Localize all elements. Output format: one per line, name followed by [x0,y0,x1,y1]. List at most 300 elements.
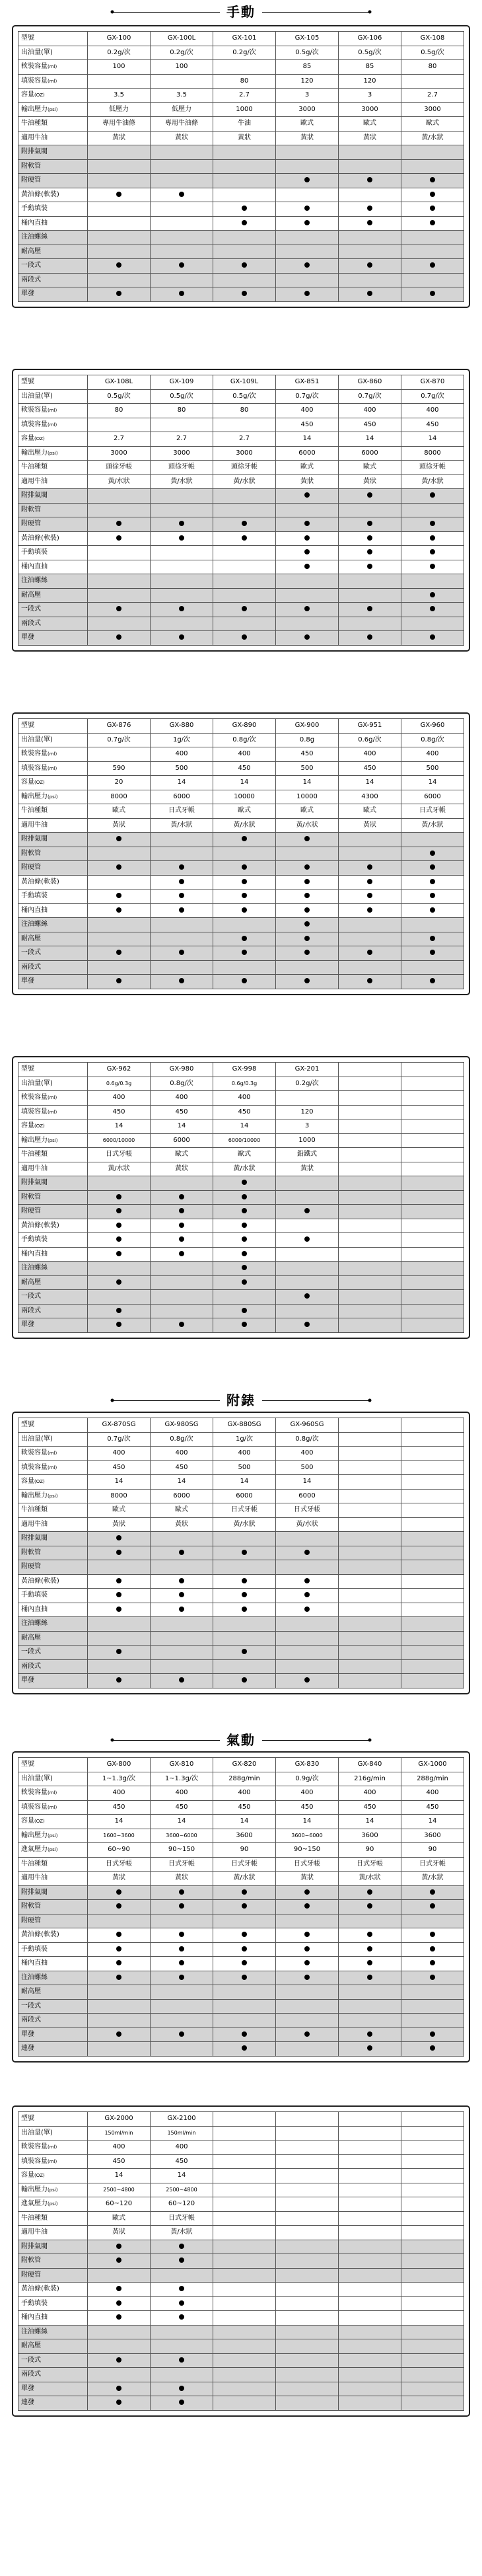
feature-dot-icon [242,1975,247,1980]
table-cell [339,1646,401,1660]
table-cell [213,89,276,103]
feature-dot-icon [242,606,247,611]
row-unit-text: (ml) [48,78,57,84]
row-label-text: 桶內直抽 [21,1605,48,1613]
table-row [18,46,464,60]
feature-dot-icon [179,2286,184,2291]
cell-value: 500 [238,1463,251,1471]
table-row [18,1176,464,1191]
table-cell [151,2211,213,2226]
table-cell [276,418,339,432]
row-label-text: 出油量(單) [21,1774,53,1782]
cell-value: 120 [363,77,376,85]
cell-value: 14 [365,778,374,786]
feature-dot-icon [430,177,435,182]
table-cell [401,1574,464,1589]
row-label [18,719,88,734]
table-cell [151,1190,213,1205]
table-cell [401,202,464,217]
table-cell [276,1900,339,1914]
table-cell [276,747,339,762]
feature-dot-icon [116,907,121,913]
row-label [18,46,88,60]
cell-value: 450 [238,1108,251,1116]
cell-value: 450 [175,1463,188,1471]
table-cell [213,461,276,475]
feature-dot-icon [242,1308,247,1313]
table-cell [151,960,213,975]
cell-value: 90 [240,1846,249,1854]
table-cell [88,404,151,418]
row-unit-text: (ml) [48,1790,57,1796]
table-cell [276,1275,339,1290]
cell-value: GX-851 [294,378,320,386]
table-cell [213,1432,276,1447]
table-cell [151,603,213,617]
table-cell [88,1829,151,1843]
table-cell [151,1176,213,1191]
table-cell [151,375,213,390]
row-label-text: 出油量(單) [21,736,53,743]
row-label [18,74,88,89]
feature-dot-icon [304,936,310,941]
feature-dot-icon [116,1322,121,1327]
table-cell [401,1971,464,1985]
row-label-text: 軟裝容量 [21,406,48,414]
table-cell [151,1063,213,1077]
table-cell [213,159,276,174]
table-cell [276,2325,339,2339]
cell-value: 歐式 [112,2214,125,2222]
table-cell [88,1532,151,1546]
cell-value: 3000 [361,105,378,113]
feature-dot-icon [304,535,310,541]
feature-dot-icon [304,206,310,211]
feature-dot-icon [430,206,435,211]
row-label [18,2268,88,2283]
table-cell [276,1247,339,1262]
cell-value: 日式牙帳 [231,1506,258,1514]
row-label [18,531,88,546]
table-cell [276,1190,339,1205]
cell-value: 專用牛油條 [165,120,198,128]
cell-value: 500 [300,1463,314,1471]
row-label-text: 黃油條(軟裝) [21,190,59,198]
table-cell [339,60,401,75]
table-cell [339,747,401,762]
table-cell [276,131,339,145]
cell-value: GX-960SG [290,1421,324,1429]
table-cell [339,503,401,517]
table-cell [276,89,339,103]
spec-table [18,1062,464,1333]
feature-dot-icon [242,1265,247,1270]
table-cell [339,489,401,504]
cell-value: 14 [428,1817,437,1825]
table-row [18,847,464,861]
cell-value: 0.5g/次 [295,48,319,56]
table-cell [276,1985,339,2000]
table-cell [276,890,339,904]
table-cell [401,1885,464,1900]
cell-value: 400 [363,750,376,758]
table-cell [213,531,276,546]
feature-dot-icon [242,893,247,898]
table-cell [151,1786,213,1801]
table-cell [213,446,276,461]
row-label [18,747,88,762]
row-label-text: 輸出壓力 [21,1492,48,1499]
table-cell [213,776,276,790]
row-unit-text: (psi) [48,450,58,456]
table-cell [401,804,464,819]
table-row [18,631,464,646]
feature-dot-icon [367,549,372,554]
table-cell [339,287,401,302]
table-cell [339,1589,401,1603]
table-cell [88,2014,151,2028]
table-cell [276,1262,339,1276]
table-cell [276,231,339,245]
table-cell [401,1148,464,1162]
row-label [18,1942,88,1957]
table-cell [276,603,339,617]
table-cell [213,1942,276,1957]
row-label-text: 手動填裝 [21,1591,48,1599]
table-cell [276,903,339,918]
feature-dot-icon [116,1535,121,1540]
cell-value: 鉛鐵式 [297,1151,317,1158]
table-cell [88,1857,151,1872]
cell-value: 3.5 [114,91,124,99]
table-cell [213,1985,276,2000]
feature-dot-icon [116,1208,121,1213]
row-label-text: 附軟管 [21,506,41,513]
row-label-text: 注油螺絲 [21,577,48,585]
row-label-text: 兩段式 [21,963,41,971]
table-cell [276,1077,339,1091]
cell-value: 2.7 [176,435,187,443]
table-cell [401,733,464,747]
table-cell [401,2140,464,2155]
table-cell [88,1659,151,1674]
row-label-text: 一段式 [21,1293,41,1301]
cell-value: GX-2100 [167,2115,196,2123]
table-cell [151,145,213,160]
table-cell [339,2112,401,2127]
cell-value: GX-960 [420,722,445,730]
cell-value: 黃狀 [300,133,314,141]
row-label [18,432,88,447]
row-label [18,2183,88,2197]
table-cell [401,474,464,489]
table-cell [88,2296,151,2311]
table-cell [213,1148,276,1162]
feature-dot-icon [116,262,121,268]
table-cell [151,446,213,461]
feature-dot-icon [304,1322,310,1327]
cell-value: 3 [304,1122,310,1130]
table-cell [339,1275,401,1290]
table-cell [339,1460,401,1475]
table-cell [151,2396,213,2411]
row-label-text: 單發 [21,2384,34,2392]
cell-value: 400 [426,750,439,758]
cell-value: 0.8g/次 [170,1435,193,1443]
cell-value: 450 [426,420,439,428]
table-cell [151,719,213,734]
table-cell [339,2368,401,2382]
feature-dot-icon [430,2045,435,2051]
cell-value: 14 [365,1817,374,1825]
row-label [18,1829,88,1843]
table-cell [401,216,464,231]
row-label [18,1758,88,1772]
table-cell [88,1646,151,1660]
cell-value: 80 [177,406,186,414]
feature-dot-icon [116,521,121,526]
table-row [18,1219,464,1233]
table-cell [276,1233,339,1248]
feature-dot-icon [116,1578,121,1583]
cell-value: 3000 [110,449,127,457]
cell-value: 100 [175,63,188,71]
table-cell [401,1999,464,2014]
spec-table-block [12,712,470,995]
table-cell [151,588,213,603]
cell-value: 3600 [361,1831,378,1839]
table-cell [339,474,401,489]
row-label [18,1985,88,2000]
row-label-text: 容量 [21,1817,34,1825]
table-cell [88,818,151,833]
cell-value: 0.2g/次 [232,48,256,56]
table-cell [401,1205,464,1219]
table-cell [88,216,151,231]
feature-dot-icon [242,936,247,941]
row-label [18,389,88,404]
row-label-text: 容量 [21,1478,34,1486]
table-cell [276,1942,339,1957]
cell-value: 400 [426,1789,439,1797]
cell-value: 0.6g/0.3g [231,1080,258,1086]
table-row [18,1133,464,1148]
table-cell [339,1758,401,1772]
table-cell [213,1290,276,1305]
feature-dot-icon [367,206,372,211]
cell-value: 14 [240,778,249,786]
row-label-text: 單發 [21,977,34,985]
feature-dot-icon [242,206,247,211]
row-label-text: 填裝容量 [21,77,48,85]
spec-table-block [12,369,470,652]
table-cell [213,2112,276,2127]
cell-value: GX-870SG [102,1421,136,1429]
table-cell [401,2197,464,2212]
table-cell [401,1829,464,1843]
row-unit-text: (psi) [48,2187,58,2193]
row-label-text: 牛油種類 [21,120,48,128]
row-label [18,446,88,461]
cell-value: 6000 [173,792,190,800]
table-cell [276,861,339,876]
table-cell [88,1105,151,1119]
cell-value: 450 [112,2157,125,2165]
table-cell [276,1560,339,1575]
table-cell [213,2283,276,2297]
table-cell [151,1659,213,1674]
feature-dot-icon [304,1889,310,1895]
table-cell [213,1133,276,1148]
feature-dot-icon [367,2045,372,2051]
table-cell [401,1843,464,1858]
table-cell [276,546,339,560]
row-label-text: 連發 [21,2399,34,2407]
table-cell [276,1447,339,1461]
table-cell [151,1148,213,1162]
table-cell [339,1800,401,1815]
row-label-text: 附排氣閥 [21,2242,48,2250]
table-cell [213,2014,276,2028]
row-unit-text: (ml) [48,64,57,70]
table-cell [401,875,464,890]
spec-table [18,1757,464,2057]
cell-value: 頭徐牙帳 [231,463,258,471]
table-cell [339,560,401,574]
table-row [18,32,464,46]
table-cell [339,1546,401,1560]
table-cell [151,1318,213,1333]
section-title: 附錶 [220,1391,262,1410]
table-cell [213,2254,276,2269]
cell-value: 3000 [236,449,253,457]
table-cell [339,2211,401,2226]
feature-dot-icon [179,606,184,611]
table-cell [88,1603,151,1617]
table-row [18,1077,464,1091]
table-cell [339,202,401,217]
cell-value: 黃狀 [300,477,314,485]
table-cell [88,202,151,217]
table-cell [88,446,151,461]
table-cell [339,790,401,804]
feature-dot-icon [179,978,184,983]
cell-value: GX-201 [294,1065,320,1073]
feature-dot-icon [430,1975,435,1980]
table-row [18,890,464,904]
row-label-text: 適用牛油 [21,1164,48,1172]
table-row [18,588,464,603]
feature-dot-icon [242,836,247,841]
table-row [18,418,464,432]
table-cell [401,1786,464,1801]
feature-dot-icon [179,1677,184,1683]
table-cell [213,2325,276,2339]
feature-dot-icon [367,535,372,541]
table-cell [276,2283,339,2297]
table-cell [88,747,151,762]
table-cell [213,546,276,560]
row-label-text: 附硬管 [21,176,41,184]
table-cell [88,2183,151,2197]
feature-dot-icon [430,564,435,569]
table-cell [88,531,151,546]
table-cell [339,245,401,259]
row-label [18,1304,88,1318]
cell-value: 日式牙帳 [168,1860,195,1868]
row-label-text: 注油螺絲 [21,1264,48,1272]
cell-value: GX-101 [232,34,257,42]
table-cell [401,1091,464,1106]
feature-dot-icon [304,1677,310,1683]
table-cell [276,617,339,631]
table-cell [88,1674,151,1688]
table-cell [339,1475,401,1490]
row-label [18,1560,88,1575]
table-cell [151,1772,213,1786]
table-cell [401,46,464,60]
table-cell [151,1574,213,1589]
table-cell [213,1460,276,1475]
feature-dot-icon [367,950,372,955]
cell-value: 14 [302,1478,312,1486]
cell-value: 14 [177,1478,186,1486]
table-cell [151,1885,213,1900]
table-cell [339,1205,401,1219]
table-cell [401,960,464,975]
row-label-text: 出油量(單) [21,1435,53,1443]
table-cell [213,790,276,804]
feature-dot-icon [242,879,247,884]
table-cell [276,1843,339,1858]
table-cell [276,1063,339,1077]
row-label [18,1447,88,1461]
table-cell [213,1475,276,1490]
table-cell [213,603,276,617]
table-row [18,1914,464,1928]
table-cell [276,790,339,804]
table-cell [339,188,401,202]
cell-value: 14 [177,778,186,786]
cell-value: 400 [426,406,439,414]
table-cell [88,2339,151,2354]
cell-value: 黃狀 [175,133,188,141]
table-cell [151,2226,213,2240]
table-cell [339,2396,401,2411]
feature-dot-icon [304,1236,310,1242]
table-row [18,1532,464,1546]
table-row [18,546,464,560]
table-cell [401,546,464,560]
row-label-text: 連發 [21,2045,34,2053]
table-cell [339,1063,401,1077]
table-cell [151,2197,213,2212]
table-cell [88,46,151,60]
table-cell [213,1786,276,1801]
table-cell [151,46,213,60]
cell-value: 216g/min [354,1774,386,1782]
row-label [18,804,88,819]
table-cell [213,517,276,532]
cell-value: 3600 [424,1831,441,1839]
feature-dot-icon [304,262,310,268]
cell-value: GX-840 [357,1761,382,1768]
table-cell [88,1885,151,1900]
table-cell [88,1617,151,1632]
row-label-text: 黃油條(軟裝) [21,534,59,542]
feature-dot-icon [304,1932,310,1937]
table-cell [213,847,276,861]
